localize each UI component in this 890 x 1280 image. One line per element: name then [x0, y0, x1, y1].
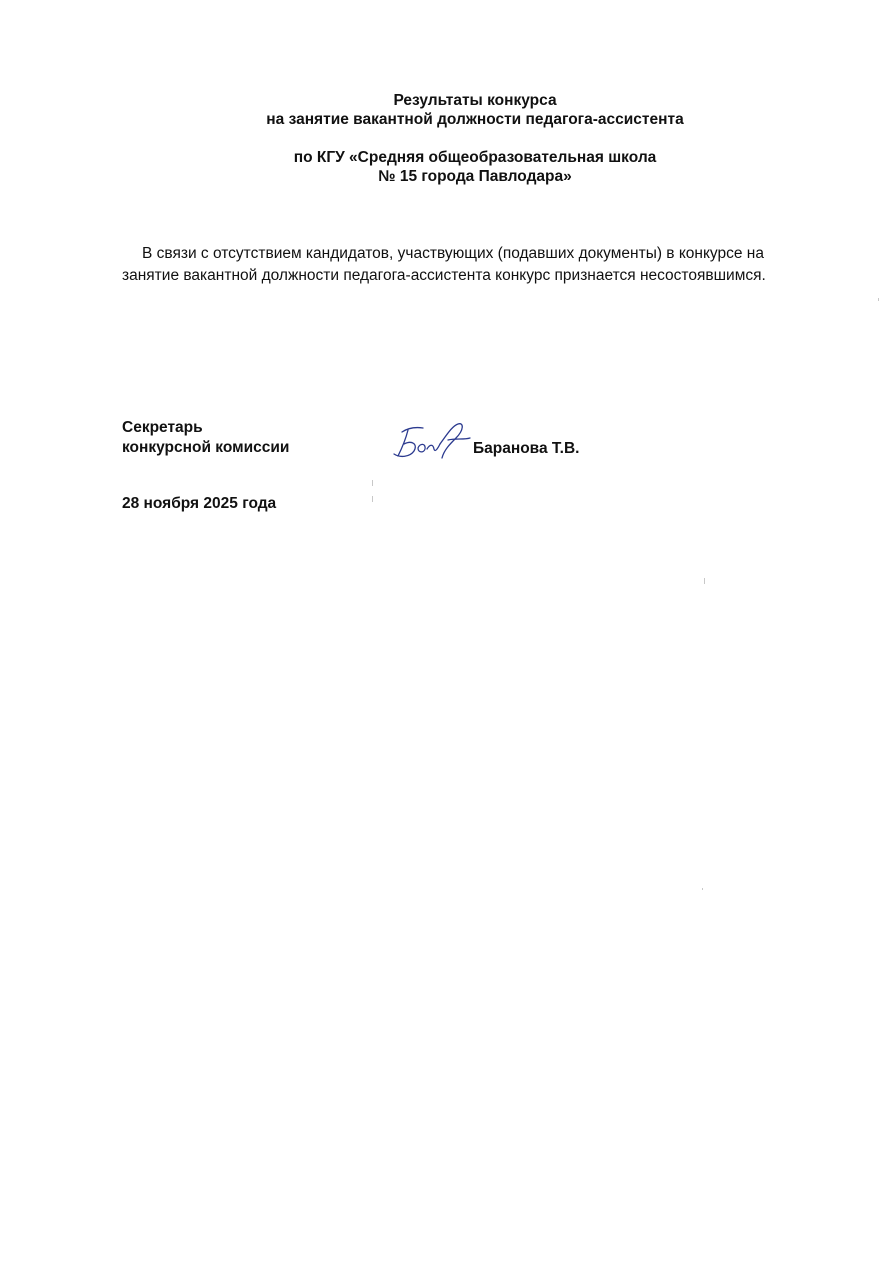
scan-speck	[878, 298, 879, 301]
secretary-role-line-1: Секретарь	[122, 419, 203, 436]
document-date: 28 ноября 2025 года	[122, 495, 277, 512]
title-line-1: Результаты конкурса	[393, 92, 557, 109]
scan-speck	[372, 480, 373, 486]
document-title	[30, 91, 890, 129]
paragraph-line-1: В связи с отсутствием кандидатов, участвующих (подавших документы) в конкурсе на	[142, 245, 764, 262]
signer-name: Баранова Т.В.	[473, 440, 580, 457]
scan-speck	[372, 496, 373, 502]
secretary-role-line-2: конкурсной комиссии	[122, 439, 290, 456]
organization-line-1: по КГУ «Средняя общеобразовательная школа	[293, 149, 657, 166]
title-line-2: на занятие вакантной должности педагога-ассистента	[266, 111, 684, 128]
result-paragraph	[122, 243, 842, 287]
scan-speck	[704, 578, 705, 584]
organization-line-2: № 15 города Павлодара»	[378, 168, 572, 185]
organization-title	[30, 148, 890, 186]
paragraph-line-2: занятие вакантной должности педагога-ассистента конкурс признается несостоявшимся.	[122, 267, 766, 284]
secretary-role	[122, 418, 289, 458]
scan-speck	[702, 888, 703, 890]
handwritten-signature	[390, 418, 472, 466]
